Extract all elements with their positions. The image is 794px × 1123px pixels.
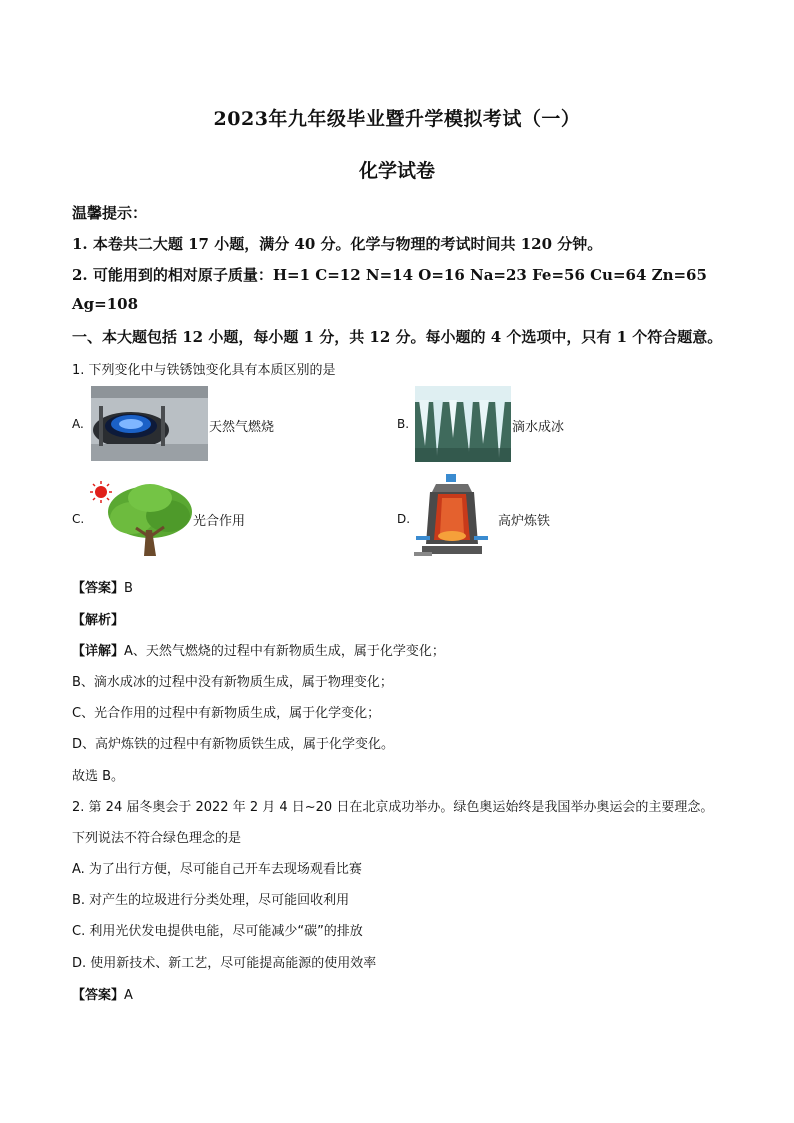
tips-line-2: 2. 可能用到的相对原子质量：H=1 C=12 N=14 O=16 Na=23 Fe=56 Cu=64 Zn=65 [72,266,707,284]
option-d-letter: D. [397,512,411,526]
blast-furnace-image [412,474,492,558]
question-1-conclusion: 故选 B。 [72,769,125,784]
question-1-detail-line: D、高炉炼铁的过程中有新物质铁生成，属于化学变化。 [72,737,395,752]
question-1-answer [72,577,133,596]
question-1-stem: 1. 下列变化中与铁锈蚀变化具有本质区别的是 [72,363,336,378]
icicles-image [415,386,511,462]
question-2-option-b: B. 对产生的垃圾进行分类处理，尽可能回收利用 [72,893,350,908]
question-2-option-d: D. 使用新技术、新工艺，尽可能提高能源的使用效率 [72,956,377,971]
option-a-letter: A. [72,417,84,431]
question-1-detail-line: B、滴水成冰的过程中没有新物质生成，属于物理变化； [72,675,393,690]
question-2-answer [72,984,133,1003]
gas-stove-flame-image [91,386,208,461]
option-c-letter: C. [72,512,85,526]
answer-label: 【答案】 [72,988,125,1003]
option-b-text: 滴水成冰 [512,420,565,435]
option-a-text: 天然气燃烧 [209,420,275,435]
question-2-option-a: A. 为了出行方便，尽可能自己开车去现场观看比赛 [72,862,362,877]
question-1-detail-line [72,640,445,659]
detail-text: A、天然气燃烧的过程中有新物质生成，属于化学变化； [124,644,445,659]
question-1-detail-line: C、光合作用的过程中有新物质生成，属于化学变化； [72,706,381,721]
section-heading: 一、本大题包括 12 小题，每小题 1 分，共 12 分。每小题的 4 个选项中，只有 1 个符合题意。 [72,328,723,346]
analysis-label: 【解析】 [72,613,125,628]
question-1-analysis-label [72,609,124,628]
tree-sun-image [88,480,196,558]
answer-value: A [124,988,133,1003]
option-d-text: 高炉炼铁 [498,514,551,529]
option-b-letter: B. [397,417,410,431]
detail-label: 【详解】 [72,644,125,659]
option-c-text: 光合作用 [193,514,246,529]
answer-value: B [124,581,133,596]
page-title: 2023年九年级毕业暨升学模拟考试（一） [213,108,581,130]
question-2-option-c: C. 利用光伏发电提供电能，尽可能减少“碳”的排放 [72,924,363,939]
tips-line-3: Ag=108 [72,295,139,313]
tips-line-1: 1. 本卷共二大题 17 小题，满分 40 分。化学与物理的考试时间共 120 分钟。 [72,235,603,253]
tips-heading: 温馨提示： [72,204,148,222]
page-subtitle: 化学试卷 [358,160,435,182]
question-2-stem-cont: 下列说法不符合绿色理念的是 [72,831,242,846]
answer-label: 【答案】 [72,581,125,596]
question-2-stem: 2. 第 24 届冬奥会于 2022 年 2 月 4 日~20 日在北京成功举办。绿色奥运始终是我国举办奥运会的主要理念。 [72,800,714,815]
